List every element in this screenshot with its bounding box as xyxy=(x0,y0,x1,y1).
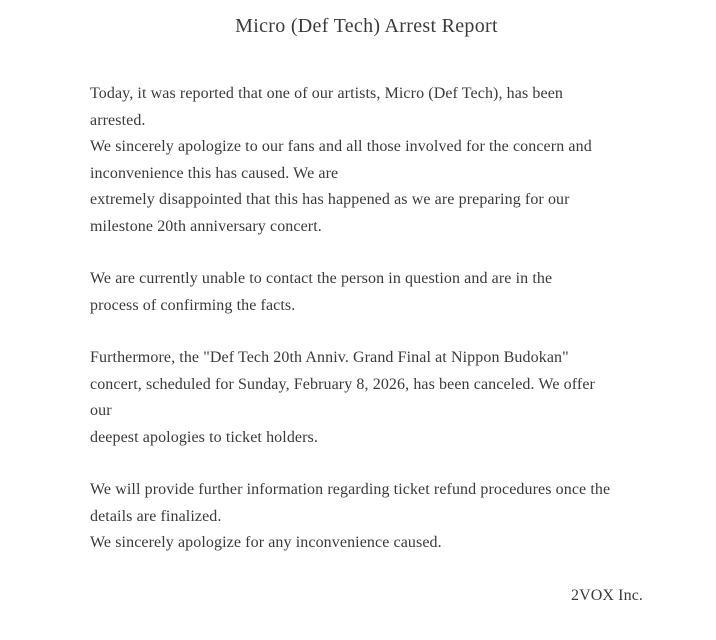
text-line: extremely disappointed that this has happened as we are preparing for our xyxy=(90,191,570,208)
text-line: milestone 20th anniversary concert. xyxy=(90,217,322,235)
paragraph-2 xyxy=(90,266,643,319)
text-line: deepest apologies to ticket holders. xyxy=(90,428,318,446)
text-line: inconvenience this has caused. We are xyxy=(90,164,339,182)
text-line: Today, it was reported that one of our artists, Micro (Def Tech), has been xyxy=(90,85,564,102)
text-line: details are finalized. xyxy=(90,507,222,525)
page-title: Micro (Def Tech) Arrest Report xyxy=(235,15,498,37)
text-line: process of confirming the facts. xyxy=(90,296,296,314)
paragraph-3 xyxy=(90,345,643,451)
text-line: We sincerely apologize to our fans and all those involved for the concern and xyxy=(90,138,592,155)
text-line: We will provide further information regarding ticket refund procedures once the xyxy=(90,481,611,498)
paragraph-4 xyxy=(90,477,643,557)
text-line: arrested. xyxy=(90,111,146,129)
text-line: We are currently unable to contact the person in question and are in the xyxy=(90,270,553,287)
company-signature: 2VOX Inc. xyxy=(571,586,643,604)
document-body xyxy=(90,81,643,557)
text-line: Furthermore, the "Def Tech 20th Anniv. Grand Final at Nippon Budokan" xyxy=(90,349,569,366)
text-line: concert, scheduled for Sunday, February 8, 2026, has been canceled. We offer xyxy=(90,375,595,393)
text-line: We sincerely apologize for any inconvenience caused. xyxy=(90,534,442,551)
text-line: our xyxy=(90,402,112,419)
paragraph-1 xyxy=(90,81,643,240)
